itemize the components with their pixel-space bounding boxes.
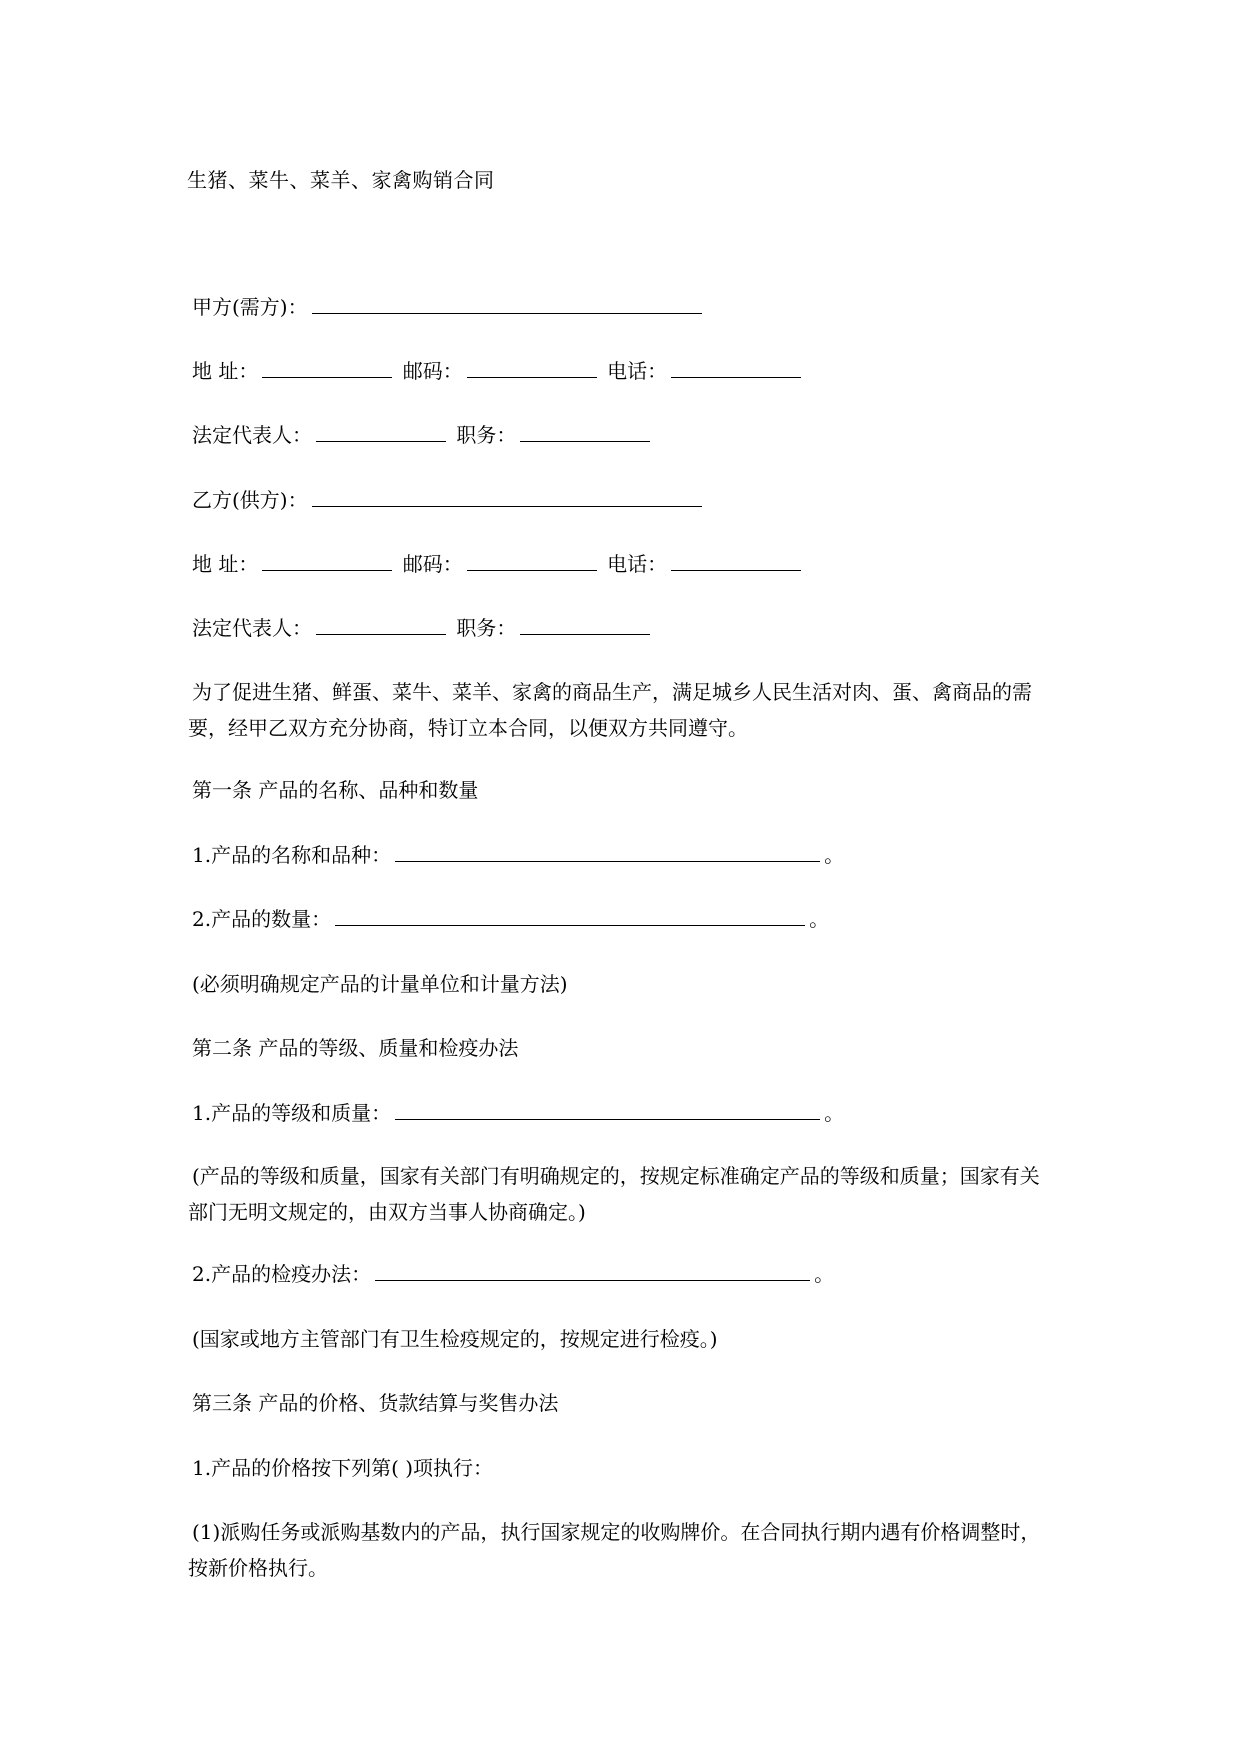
article1-item2-blank bbox=[335, 905, 805, 926]
party-a-rep-line bbox=[192, 421, 654, 449]
article2-item1-label: 1.产品的等级和质量： bbox=[192, 1101, 392, 1125]
article2-item2-period: 。 bbox=[814, 1262, 835, 1286]
party-b-address-line bbox=[192, 550, 805, 578]
article2-note2: (国家或地方主管部门有卫生检疫规定的，按规定进行检疫。) bbox=[192, 1327, 718, 1351]
article1-item1-period: 。 bbox=[824, 843, 845, 867]
party-b-zip-blank bbox=[467, 550, 597, 571]
party-b-blank bbox=[312, 486, 702, 507]
document-title: 生猪、菜牛、菜羊、家禽购销合同 bbox=[187, 168, 495, 192]
article1-item1-blank bbox=[395, 841, 820, 862]
party-b-rep-line bbox=[192, 614, 654, 642]
article1-item2 bbox=[192, 905, 829, 933]
party-a-phone-blank bbox=[671, 357, 801, 378]
party-b-rep-blank bbox=[316, 614, 446, 635]
party-b-phone-blank bbox=[671, 550, 801, 571]
party-b-line bbox=[192, 486, 706, 514]
party-a-blank bbox=[312, 293, 702, 314]
party-a-zip-label: 邮码： bbox=[402, 359, 463, 383]
party-a-zip-blank bbox=[467, 357, 597, 378]
party-a-phone-label: 电话： bbox=[607, 359, 668, 383]
article2-item1-blank bbox=[395, 1099, 820, 1120]
party-a-rep-blank bbox=[316, 421, 446, 442]
party-b-label: 乙方(供方)： bbox=[192, 488, 308, 512]
party-b-address-blank bbox=[262, 550, 392, 571]
party-a-address-blank bbox=[262, 357, 392, 378]
article2-item2-label: 2.产品的检疫办法： bbox=[192, 1262, 372, 1286]
article1-item2-period: 。 bbox=[809, 907, 830, 931]
article2-item1-period: 。 bbox=[824, 1101, 845, 1125]
article1-item2-label: 2.产品的数量： bbox=[192, 907, 332, 931]
party-a-line bbox=[192, 293, 706, 321]
article1-item1 bbox=[192, 841, 844, 869]
party-b-title-label: 职务： bbox=[456, 616, 517, 640]
article1-note: (必须明确规定产品的计量单位和计量方法) bbox=[192, 972, 568, 996]
article2-item2-blank bbox=[375, 1260, 810, 1281]
article3-item1: 1.产品的价格按下列第( )项执行： bbox=[192, 1456, 494, 1480]
party-a-address-label: 地 址： bbox=[192, 359, 259, 383]
article2-item1 bbox=[192, 1099, 844, 1127]
party-b-address-label: 地 址： bbox=[192, 552, 259, 576]
party-a-label: 甲方(需方)： bbox=[192, 295, 308, 319]
party-a-title-label: 职务： bbox=[456, 423, 517, 447]
party-b-phone-label: 电话： bbox=[607, 552, 668, 576]
party-b-rep-label: 法定代表人： bbox=[192, 616, 312, 640]
article1-item1-label: 1.产品的名称和品种： bbox=[192, 843, 392, 867]
preamble-paragraph: 为了促进生猪、鲜蛋、菜牛、菜羊、家禽的商品生产，满足城乡人民生活对肉、蛋、禽商品的需要，经甲乙双方充分协商，特订立本合同，以便双方共同遵守。 bbox=[188, 680, 1032, 740]
article3-heading: 第三条 产品的价格、货款结算与奖售办法 bbox=[192, 1391, 559, 1415]
party-a-address-line bbox=[192, 357, 805, 385]
party-b-title-blank bbox=[520, 614, 650, 635]
party-a-title-blank bbox=[520, 421, 650, 442]
party-b-zip-label: 邮码： bbox=[402, 552, 463, 576]
article1-heading: 第一条 产品的名称、品种和数量 bbox=[192, 778, 479, 802]
party-a-rep-label: 法定代表人： bbox=[192, 423, 312, 447]
article2-note1: (产品的等级和质量，国家有关部门有明确规定的，按规定标准确定产品的等级和质量；国家有关部门无明文规定的，由双方当事人协商确定。) bbox=[188, 1164, 1040, 1224]
article2-item2 bbox=[192, 1260, 834, 1288]
article3-sub1: (1)派购任务或派购基数内的产品，执行国家规定的收购牌价。在合同执行期内遇有价格调整时，按新价格执行。 bbox=[188, 1520, 1041, 1580]
article2-heading: 第二条 产品的等级、质量和检疫办法 bbox=[192, 1036, 519, 1060]
